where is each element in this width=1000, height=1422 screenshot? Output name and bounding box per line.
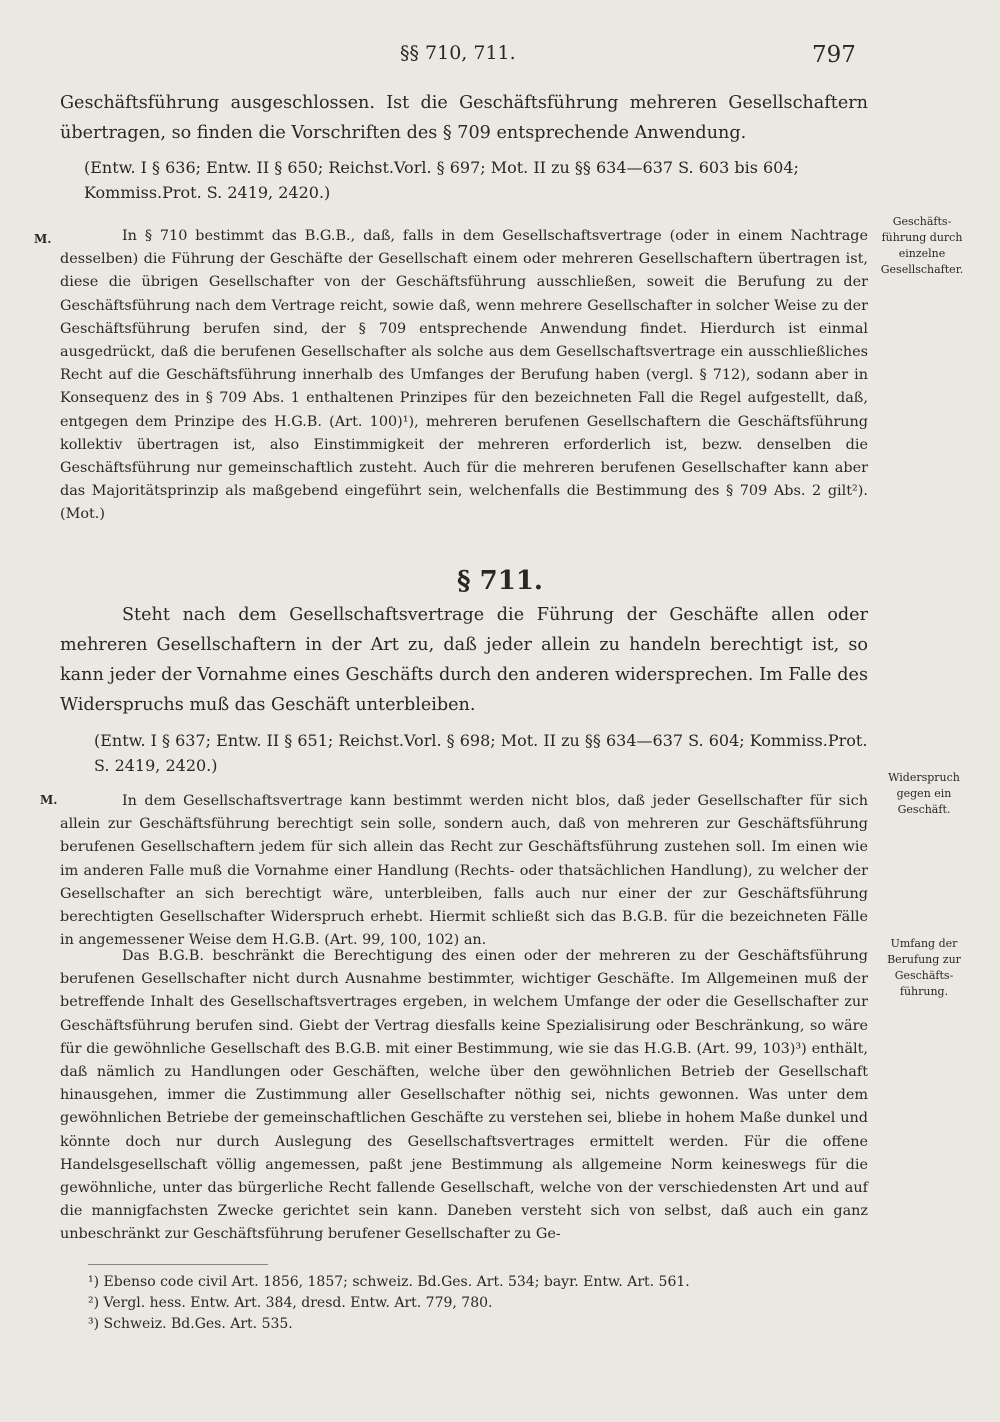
running-head: §§ 710, 711. <box>400 42 516 64</box>
margin-note-711-widerspruch: Widerspruch gegen ein Geschäft. <box>888 771 960 816</box>
page-header <box>0 42 1000 76</box>
margin-note-710: Geschäfts-führung durch einzelne Gesellschafter. <box>880 215 964 276</box>
motive-marker-710: M. <box>34 232 52 246</box>
footnote-2: ²) Vergl. hess. Entw. Art. 384, dresd. Entw. Art. 779, 780. <box>88 1295 493 1311</box>
section-711-motive-p2: Das B.G.B. beschränkt die Berechtigung des einen oder der mehreren zu der Geschäftsführung berufenen Gesellschafter nicht durch Ausnahme bestimmter, wichtiger Geschäfte. Im Allgemeinen muß der betreffende Inhalt des Gesellschaftsvertrages ergeben, in welchem Umfange der oder die Gesellschafter zur Geschäftsführung berufen sind. Giebt der Vertrag diesfalls keine Spezialisirung oder Beschränkung, so wäre für die gewöhnliche Gesellschaft des B.G.B. mit einer Bestimmung, wie sie das H.G.B. (Art. 99, 103)³) enthält, daß nämlich zu Handlungen oder Geschäften, welche über den gewöhnlichen Betrieb der Gesellschaft hinausgehen, immer die Zustimmung aller Gesellschafter nöthig sei, nichts gewonnen. Was unter dem gewöhnlichen Betriebe der gemeinschaftlichen Geschäfte zu verstehen sei, bliebe in hohem Maße dunkel und könnte doch nur durch Auslegung des Gesellschaftsvertrages ermittelt werden. Für die offene Handelsgesellschaft völlig angemessen, paßt jene Bestimmung als allgemeine Norm keineswegs für die gewöhnliche, unter das bürgerliche Recht fallende Gesellschaft, welche von der verschiedensten Art und auf die mannigfachsten Zwecke gerichtet sein kann. Daneben versteht sich von selbst, daß auch ein ganz unbeschränkt zur Geschäftsführung berufener Gesellschafter zu Ge- <box>60 948 868 1243</box>
page-number: 797 <box>812 42 856 68</box>
section-710-citation: (Entw. I § 636; Entw. II § 650; Reichst.Vorl. § 697; Mot. II zu §§ 634—637 S. 603 bis 604; Kommiss.Prot. S. 2419, 2420.) <box>84 158 799 202</box>
motive-marker-711: M. <box>40 793 58 807</box>
section-711-citation: (Entw. I § 637; Entw. II § 651; Reichst.Vorl. § 698; Mot. II zu §§ 634—637 S. 604; Kommiss.Prot. S. 2419, 2420.) <box>94 731 868 775</box>
section-711-text: Steht nach dem Gesellschaftsvertrage die Führung der Geschäfte allen oder mehreren Gesellschaftern in der Art zu, daß jeder allein zu handeln berechtigt ist, so kann jeder der Vornahme eines Geschäfts durch den anderen widersprechen. Im Falle des Widerspruchs muß das Geschäft unterbleiben. <box>60 605 868 715</box>
margin-note-711-umfang: Umfang der Berufung zur Geschäfts-führung. <box>887 937 961 998</box>
footnote-rule <box>88 1264 268 1265</box>
section-710-motive: In § 710 bestimmt das B.G.B., daß, falls in dem Gesellschaftsvertrage (oder in einem Nachtrage desselben) die Führung der Geschäfte der Gesellschaft einem oder mehreren Gesellschaftern übertragen ist, diese die übrigen Gesellschafter von der Geschäftsführung ausschließen, soweit die Berufung zu der Geschäftsführung nach dem Vertrage reicht, sowie daß, wenn mehrere Gesellschafter in solcher Weise zu der Geschäftsführung berufen sind, der § 709 entsprechende Anwendung findet. Hierdurch ist einmal ausgedrückt, daß die berufenen Gesellschafter als solche aus dem Gesellschaftsvertrage ein ausschließliches Recht auf die Geschäftsführung innerhalb des Umfanges der Berufung haben (vergl. § 712), sodann aber in Konsequenz des in § 709 Abs. 1 enthaltenen Prinzipes für den bezeichneten Fall die Regel aufgestellt, daß, entgegen dem Prinzipe des H.G.B. (Art. 100)¹), mehreren berufenen Gesellschaftern die Geschäftsführung kollektiv übertragen ist, also Einstimmigkeit der mehreren erforderlich ist, bezw. denselben die Geschäftsführung nur gemeinschaftlich zusteht. Auch für die mehreren berufenen Gesellschafter kann aber das Majoritätsprinzip als maßgebend eingeführt sein, welchenfalls die Bestimmung des § 709 Abs. 2 gilt²). (Mot.) <box>60 228 868 523</box>
section-711-heading: § 711. <box>457 566 543 596</box>
footnotes <box>88 1272 888 1335</box>
section-710-text-end: Geschäftsführung ausgeschlossen. Ist die Geschäftsführung mehreren Gesellschaftern übertragen, so finden die Vorschriften des § 709 entsprechende Anwendung. <box>60 93 868 143</box>
footnote-3: ³) Schweiz. Bd.Ges. Art. 535. <box>88 1316 293 1332</box>
footnote-1: ¹) Ebenso code civil Art. 1856, 1857; schweiz. Bd.Ges. Art. 534; bayr. Entw. Art. 561. <box>88 1274 690 1290</box>
section-711-motive-p1: In dem Gesellschaftsvertrage kann bestimmt werden nicht blos, daß jeder Gesellschafter für sich allein zur Geschäftsführung berechtigt sein solle, sondern auch, daß von mehreren zur Geschäftsführung berufenen Gesellschaftern jedem für sich allein das Recht zur Geschäftsführung zustehen soll. Im einen wie im anderen Falle muß die Vornahme einer Handlung (Rechts- oder thatsächlichen Handlung), zu welcher der Gesellschafter an sich berechtigt wäre, unterbleiben, falls auch nur einer der zur Geschäftsführung berechtigten Gesellschafter Widerspruch erhebt. Hiermit schließt sich das B.G.B. für die bezeichneten Fälle in angemessener Weise dem H.G.B. (Art. 99, 100, 102) an. <box>60 793 868 949</box>
